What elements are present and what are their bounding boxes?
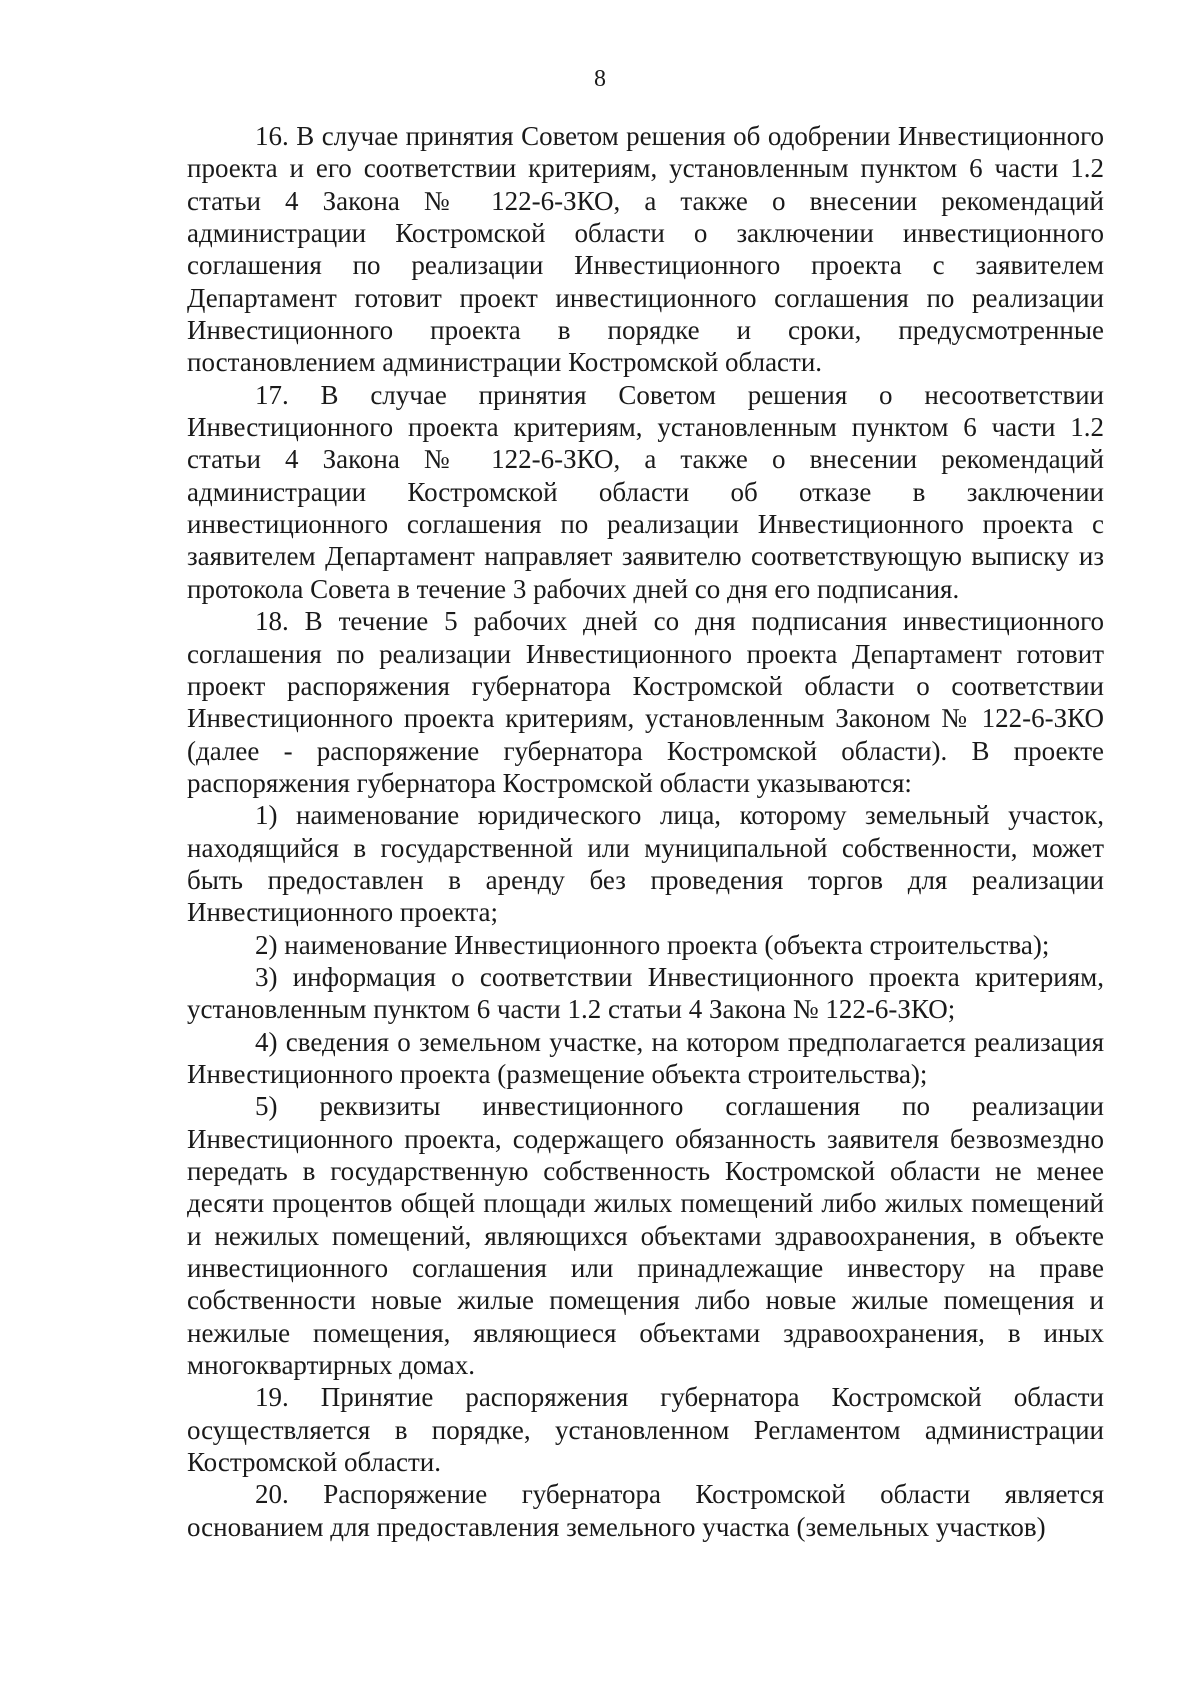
paragraph-20: 20. Распоряжение губернатора Костромской области является основанием для предоставления земельного участка (земельных участков) (187, 1479, 1104, 1542)
paragraph-16: 16. В случае принятия Советом решения об одобрении Инвестиционного проекта и его соответствии критериям, установленным пунктом 6 части 1.2 статьи 4 Закона № 122-6-ЗКО, а также о внесении рекомендаций администрации Костромской области о заключении инвестиционного соглашения по реализации Инвестиционного проекта с заявителем Департамент готовит проект инвестиционного соглашения по реализации Инвестиционного проекта в порядке и сроки, предусмотренные постановлением администрации Костромской области. (187, 121, 1104, 378)
list-item-2: 2) наименование Инвестиционного проекта (объекта строительства); (255, 929, 1050, 960)
list-item-3: 3) информация о соответствии Инвестиционного проекта критериям, установленным пунктом 6 части 1.2 статьи 4 Закона № 122-6-ЗКО; (187, 961, 1104, 1025)
paragraph-19: 19. Принятие распоряжения губернатора Костромской области осуществляется в порядке, установленном Регламентом администрации Костромской области. (187, 1382, 1104, 1478)
paragraph-17: 17. В случае принятия Советом решения о несоответствии Инвестиционного проекта критериям, установленным пунктом 6 части 1.2 статьи 4 Закона № 122-6-ЗКО, а также о внесении рекомендаций администрации Костромской области об отказе в заключении инвестиционного соглашения по реализации Инвестиционного проекта с заявителем Департамент направляет заявителю соответствующую выписку из протокола Совета в течение 3 рабочих дней со дня его подписания. (187, 379, 1104, 604)
page-number: 8 (594, 66, 606, 92)
paragraph-18: 18. В течение 5 рабочих дней со дня подписания инвестиционного соглашения по реализации Инвестиционного проекта Департамент готовит проект распоряжения губернатора Костромской области о соответствии Инвестиционного проекта критериям, установленным Законом № 122-6-ЗКО (далее - распоряжение губернатора Костромской области). В проекте распоряжения губернатора Костромской области указываются: (187, 606, 1104, 798)
document-body (187, 120, 1104, 1543)
list-item-1: 1) наименование юридического лица, которому земельный участок, находящийся в государственной или муниципальной собственности, может быть предоставлен в аренду без проведения торгов для реализации Инвестиционного проекта; (187, 800, 1104, 928)
list-item-5: 5) реквизиты инвестиционного соглашения по реализации Инвестиционного проекта, содержащего обязанность заявителя безвозмездно передать в государственную собственность Костромской области не менее десяти процентов общей площади жилых помещений либо жилых помещений и нежилых помещений, являющихся объектами здравоохранения, в объекте инвестиционного соглашения или принадлежащие инвестору на праве собственности новые жилые помещения либо новые жилые помещения и нежилые помещения, являющиеся объектами здравоохранения, в иных многоквартирных домах. (187, 1091, 1104, 1381)
list-item-4: 4) сведения о земельном участке, на котором предполагается реализация Инвестиционного проекта (размещение объекта строительства); (187, 1026, 1104, 1089)
